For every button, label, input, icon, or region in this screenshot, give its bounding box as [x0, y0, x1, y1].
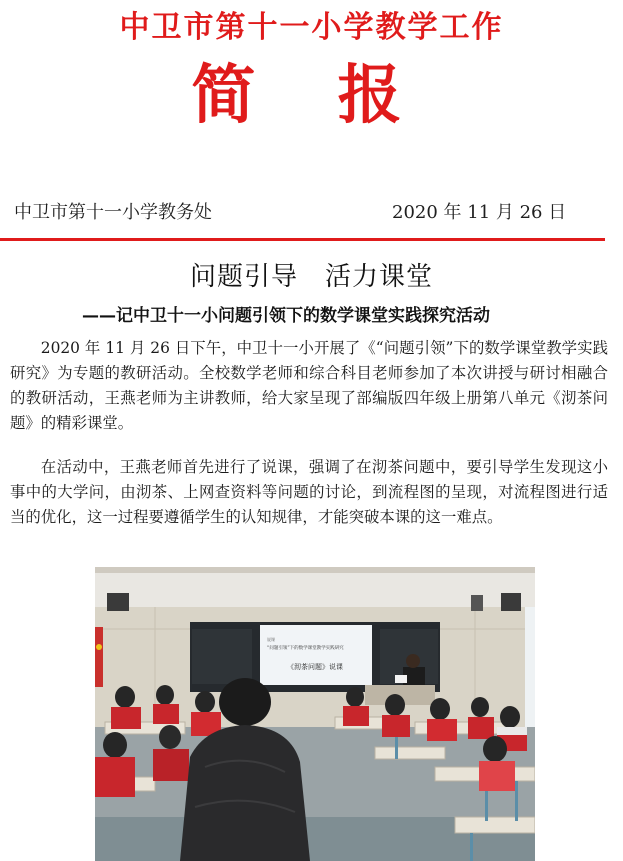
header-divider: [0, 238, 605, 241]
newsletter-subtitle: 简 报: [191, 58, 432, 133]
department-label: 中卫市第十一小学教务处: [14, 202, 212, 223]
issue-date: 2020 年 11 月 26 日: [392, 202, 567, 223]
article-paragraph-2: 在活动中，王燕老师首先进行了说课，强调了在沏茶问题中，要引导学生发现这小事中的大学问，由沏茶、上网查资料等问题的讨论，到流程图的呈现，对流程图进行适当的优化，这一过程要遵循学生的认知规律，才能突破本课的这一难点。: [10, 458, 608, 526]
screen-header: “问题引领”下的数学课堂教学实践研究: [267, 646, 344, 651]
newsletter-title: 中卫市第十一小学教学工作: [119, 10, 504, 45]
svg-text:说课: 说课: [267, 637, 275, 642]
classroom-photo: [95, 567, 535, 861]
article-subtitle: ——记中卫十一小问题引领下的数学课堂实践探究活动: [82, 306, 490, 326]
article-title: 问题引导 活力课堂: [189, 262, 433, 292]
screen-title: 《沏茶问题》说课: [287, 663, 343, 671]
article-paragraph-1: 2020 年 11 月 26 日下午，中卫十一小开展了《“问题引领”下的数学课堂教学实践研究》为专题的教研活动。全校数学老师和综合科目老师参加了本次讲授与研讨相融合的教研活动，王燕老师为主讲教师，给大家呈现了部编版四年级上册第八单元《沏茶问题》的精彩课堂。: [10, 339, 608, 432]
